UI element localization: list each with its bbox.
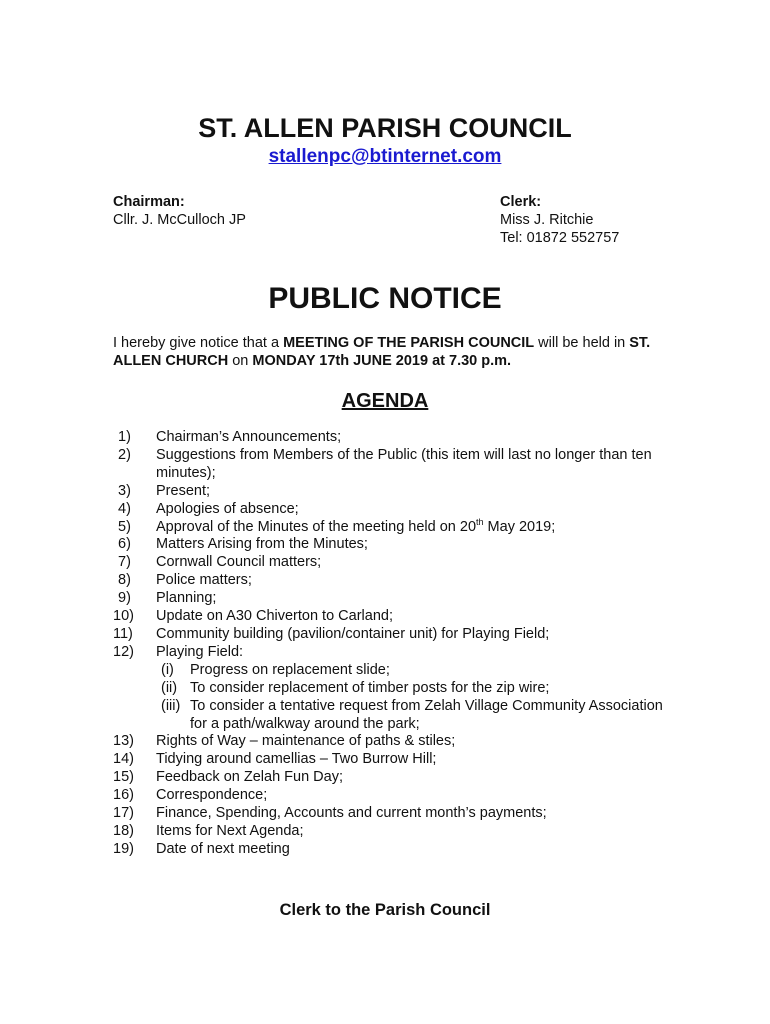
agenda-subitem xyxy=(156,680,673,698)
agenda-list xyxy=(113,429,673,859)
agenda-item-number: 9) xyxy=(118,590,131,607)
agenda-subitem-number: (i) xyxy=(161,661,174,678)
agenda-item-text: Date of next meeting xyxy=(156,840,290,857)
agenda-item-number: 10) xyxy=(113,608,134,625)
agenda-item xyxy=(113,483,673,501)
agenda-item xyxy=(113,644,673,662)
agenda-item-text: Feedback on Zelah Fun Day; xyxy=(156,769,343,786)
clerk-name: Miss J. Ritchie xyxy=(500,212,594,228)
agenda-item xyxy=(113,823,673,841)
ordinal-suffix: th xyxy=(476,516,484,527)
agenda-item-number: 12) xyxy=(113,643,134,660)
agenda-item-number: 17) xyxy=(113,805,134,822)
agenda-item-text: Playing Field: xyxy=(156,643,244,660)
intro-bold-meeting: MEETING OF THE PARISH COUNCIL xyxy=(283,335,535,351)
intro-text-3: on xyxy=(228,353,253,369)
agenda-subitem-text: To consider replacement of timber posts for the zip wire; xyxy=(190,679,550,696)
agenda-item xyxy=(113,447,673,483)
agenda-subitem-text: Progress on replacement slide; xyxy=(190,661,390,678)
agenda-item xyxy=(113,554,673,572)
agenda-item-text: Correspondence; xyxy=(156,787,268,804)
chairman-block xyxy=(113,193,246,229)
agenda-item-number: 7) xyxy=(118,554,131,571)
agenda-item xyxy=(113,501,673,519)
agenda-item-number: 8) xyxy=(118,572,131,589)
council-email-link[interactable]: stallenpc@btinternet.com xyxy=(268,146,502,167)
intro-text-2: will be held in xyxy=(534,335,630,351)
agenda-item-number: 2) xyxy=(118,446,131,463)
agenda-item xyxy=(113,626,673,644)
clerk-block xyxy=(500,193,619,247)
council-title: ST. ALLEN PARISH COUNCIL xyxy=(198,113,572,143)
agenda-item-text: Update on A30 Chiverton to Carland; xyxy=(156,608,393,625)
agenda-item-text: Tidying around camellias – Two Burrow Hill; xyxy=(156,751,437,768)
agenda-item-text: Suggestions from Members of the Public (this item will last no longer than ten minutes); xyxy=(156,446,652,481)
intro-bold-venue: ST. ALLEN CHURCH xyxy=(113,335,651,369)
agenda-item-number: 19) xyxy=(113,840,134,857)
clerk-telephone: Tel: 01872 552757 xyxy=(500,230,620,246)
agenda-item-text: Chairman’s Announcements; xyxy=(156,429,342,445)
agenda-item-text: Items for Next Agenda; xyxy=(156,822,304,839)
public-notice-title: PUBLIC NOTICE xyxy=(268,282,502,315)
agenda-subitem-number: (iii) xyxy=(161,697,181,714)
agenda-item-text: Planning; xyxy=(156,590,217,607)
agenda-subitem-number: (ii) xyxy=(161,679,178,696)
intro-bold-date: MONDAY 17th JUNE 2019 at 7.30 p.m. xyxy=(252,353,512,369)
clerk-label: Clerk: xyxy=(500,194,542,210)
agenda-item xyxy=(113,733,673,751)
agenda-item xyxy=(113,769,673,787)
agenda-item xyxy=(113,841,673,859)
agenda-item-number: 4) xyxy=(118,500,131,517)
agenda-item-text-after: May 2019; xyxy=(483,518,556,535)
agenda-item-text: Police matters; xyxy=(156,572,252,589)
agenda-item xyxy=(113,608,673,626)
agenda-item xyxy=(113,572,673,590)
agenda-item xyxy=(113,805,673,823)
agenda-item-text: Rights of Way – maintenance of paths & stiles; xyxy=(156,733,456,750)
clerk-signature-line: Clerk to the Parish Council xyxy=(279,901,491,919)
agenda-item-number: 1) xyxy=(118,429,131,445)
agenda-item-number: 16) xyxy=(113,787,134,804)
agenda-item xyxy=(113,536,673,554)
agenda-item-text: Community building (pavilion/container unit) for Playing Field; xyxy=(156,625,550,642)
intro-text-1: I hereby give notice that a xyxy=(113,335,284,351)
agenda-item-text: Present; xyxy=(156,482,210,499)
chairman-label: Chairman: xyxy=(113,194,185,210)
agenda-item-number: 6) xyxy=(118,536,131,553)
agenda-item xyxy=(113,590,673,608)
agenda-item-text: Matters Arising from the Minutes; xyxy=(156,536,368,553)
agenda-item-number: 11) xyxy=(113,625,133,642)
agenda-subitem-text: To consider a tentative request from Zelah Village Community Association for a path/walkway around the park; xyxy=(190,697,663,732)
chairman-name: Cllr. J. McCulloch JP xyxy=(113,212,246,228)
agenda-item-text: Approval of the Minutes of the meeting held on 20 xyxy=(156,518,477,535)
agenda-heading: AGENDA xyxy=(341,390,429,412)
notice-intro-paragraph xyxy=(113,334,673,370)
agenda-item-number: 3) xyxy=(118,482,131,499)
agenda-item xyxy=(113,429,673,447)
agenda-subitem xyxy=(156,698,673,734)
agenda-item-number: 15) xyxy=(113,769,134,786)
agenda-item-number: 5) xyxy=(118,518,131,535)
agenda-item-number: 14) xyxy=(113,751,134,768)
agenda-item-text: Finance, Spending, Accounts and current month’s payments; xyxy=(156,805,547,822)
agenda-item-number: 18) xyxy=(113,822,134,839)
agenda-item-text: Apologies of absence; xyxy=(156,500,299,517)
agenda-item-text: Cornwall Council matters; xyxy=(156,554,322,571)
agenda-item xyxy=(113,516,673,537)
agenda-subitem xyxy=(156,662,673,680)
agenda-item xyxy=(113,751,673,769)
agenda-item-number: 13) xyxy=(113,733,134,750)
agenda-item xyxy=(113,787,673,805)
